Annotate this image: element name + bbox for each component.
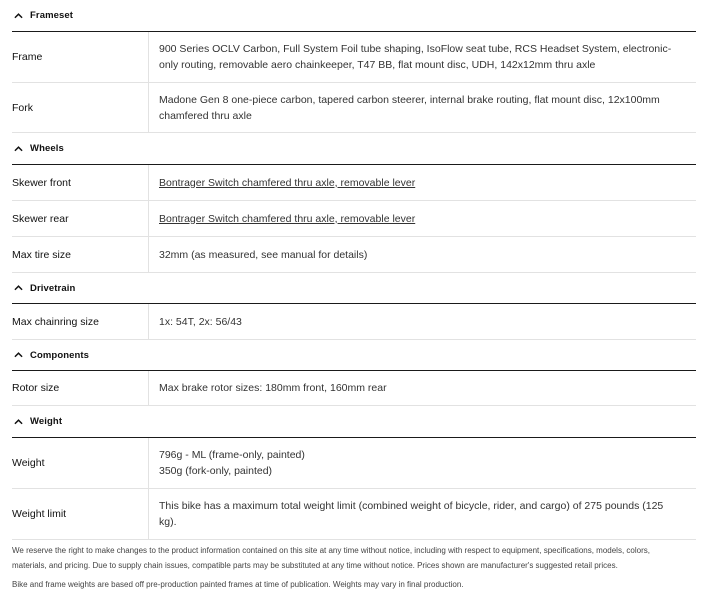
spec-value-link[interactable]: Bontrager Switch chamfered thru axle, removable lever bbox=[159, 176, 416, 189]
chevron-up-icon[interactable] bbox=[14, 10, 30, 22]
spec-label: Frame bbox=[12, 32, 149, 82]
spec-value-line: chamfered thru axle bbox=[159, 109, 252, 122]
spec-row-frame bbox=[12, 32, 696, 83]
spec-value-line: This bike has a maximum total weight limit (combined weight of bicycle, rider, and cargo) of 275 pounds (125 bbox=[159, 500, 664, 512]
section-frameset-header[interactable] bbox=[12, 0, 696, 32]
spec-value-line: 350g (fork-only, painted) bbox=[159, 465, 273, 477]
section-title: Drivetrain bbox=[30, 282, 76, 294]
section-title: Weight bbox=[30, 416, 63, 427]
section-components-header[interactable] bbox=[12, 340, 696, 371]
spec-label: Rotor size bbox=[12, 371, 149, 405]
spec-value bbox=[149, 32, 696, 82]
spec-value-link[interactable]: Bontrager Switch chamfered thru axle, removable lever bbox=[159, 212, 416, 225]
spec-row-rotor-size bbox=[12, 371, 696, 406]
spec-value-line: 900 Series OCLV Carbon, Full System Foil tube shaping, IsoFlow seat tube, RCS Headset System, electronic- bbox=[159, 43, 672, 55]
section-title: Frameset bbox=[30, 10, 74, 21]
spec-value-line: Madone Gen 8 one-piece carbon, tapered carbon steerer, internal brake routing, flat mount disc, 12x100mm bbox=[159, 93, 660, 106]
spec-value-line: 32mm (as measured, see manual for details) bbox=[159, 248, 368, 261]
chevron-up-icon[interactable] bbox=[14, 416, 30, 428]
spec-row-max-chainring-size bbox=[12, 304, 696, 340]
chevron-up-icon[interactable] bbox=[14, 282, 30, 294]
spec-row-skewer-rear bbox=[12, 201, 696, 237]
section-drivetrain-header[interactable] bbox=[12, 273, 696, 304]
spec-label: Skewer front bbox=[12, 165, 149, 200]
section-title: Components bbox=[30, 349, 90, 361]
spec-value bbox=[149, 83, 696, 132]
spec-label: Weight limit bbox=[12, 489, 149, 539]
spec-value-line: only routing, removable aero chainkeeper, T47 BB, flat mount disc, UDH, 142x12mm thru axle bbox=[159, 59, 596, 71]
spec-value-line: Max brake rotor sizes: 180mm front, 160mm rear bbox=[159, 382, 387, 394]
spec-label: Skewer rear bbox=[12, 201, 149, 236]
spec-value-line: 796g - ML (frame-only, painted) bbox=[159, 449, 305, 461]
spec-label: Max tire size bbox=[12, 237, 149, 272]
spec-value bbox=[149, 237, 696, 272]
spec-row-weight-limit bbox=[12, 489, 696, 540]
section-weight-header[interactable] bbox=[12, 406, 696, 438]
spec-label: Max chainring size bbox=[12, 304, 149, 339]
spec-value bbox=[149, 165, 696, 200]
spec-row-skewer-front bbox=[12, 165, 696, 201]
spec-value bbox=[149, 304, 696, 339]
spec-value-line: kg). bbox=[159, 516, 177, 528]
spec-value bbox=[149, 438, 696, 488]
footer-disclaimer bbox=[12, 543, 696, 592]
disclaimer-text: We reserve the right to make changes to the product information contained on this site at any time without notice, including with respect to equipment, specifications, models, colors, materials, and pricing. Due to supply chain issues, compatible parts may be substituted at any time without notice. Prices shown are manufacturer's suggested retail prices. bbox=[12, 546, 650, 570]
section-title: Wheels bbox=[30, 143, 64, 154]
spec-label: Fork bbox=[12, 83, 149, 132]
chevron-up-icon[interactable] bbox=[14, 143, 30, 155]
spec-value bbox=[149, 201, 696, 236]
spec-value bbox=[149, 371, 696, 405]
spec-value bbox=[149, 489, 696, 539]
spec-label: Weight bbox=[12, 438, 149, 488]
spec-row-max-tire-size bbox=[12, 237, 696, 273]
spec-row-weight bbox=[12, 438, 696, 489]
disclaimer-text: Bike and frame weights are based off pre-production painted frames at time of publication. Weights may vary in final production. bbox=[12, 580, 464, 589]
spec-value-line: 1x: 54T, 2x: 56/43 bbox=[159, 315, 242, 328]
spec-row-fork bbox=[12, 83, 696, 133]
chevron-up-icon[interactable] bbox=[14, 349, 30, 361]
section-wheels-header[interactable] bbox=[12, 133, 696, 165]
